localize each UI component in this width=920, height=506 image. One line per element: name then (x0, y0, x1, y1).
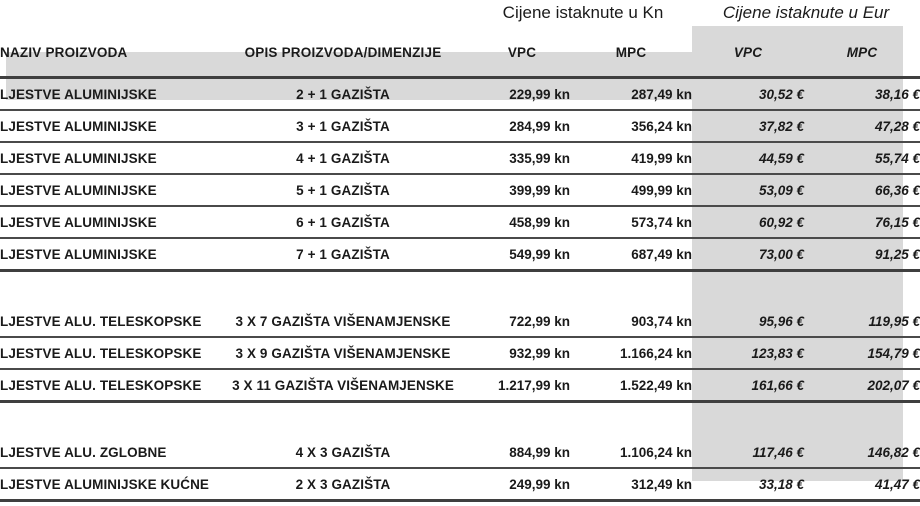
cell-vpc-eur: 60,92 € (692, 206, 804, 238)
cell-vpc-eur: 33,18 € (692, 468, 804, 501)
cell-product-desc: 5 + 1 GAZIŠTA (212, 174, 474, 206)
cell-product-desc: 3 X 11 GAZIŠTA VIŠENAMJENSKE (212, 369, 474, 402)
cell-product-desc: 6 + 1 GAZIŠTA (212, 206, 474, 238)
cell-mpc-eur: 66,36 € (804, 174, 920, 206)
table-row (0, 337, 920, 369)
footer-cell (692, 501, 804, 506)
cell-vpc-eur: 73,00 € (692, 238, 804, 271)
cell-mpc-kn: 356,24 kn (570, 110, 692, 142)
cell-mpc-eur: 47,28 € (804, 110, 920, 142)
cell-vpc-kn: 722,99 kn (474, 306, 570, 337)
spacer-cell (212, 402, 474, 438)
cell-vpc-eur: 53,09 € (692, 174, 804, 206)
cell-product-name: LJESTVE ALUMINIJSKE (0, 238, 212, 271)
cell-vpc-kn: 549,99 kn (474, 238, 570, 271)
cell-product-desc: 3 + 1 GAZIŠTA (212, 110, 474, 142)
cell-mpc-kn: 312,49 kn (570, 468, 692, 501)
spacer-cell (0, 402, 212, 438)
spacer-cell (570, 271, 692, 307)
cell-vpc-kn: 335,99 kn (474, 142, 570, 174)
cell-mpc-eur: 202,07 € (804, 369, 920, 402)
cell-mpc-kn: 1.166,24 kn (570, 337, 692, 369)
column-header-row (0, 28, 920, 78)
cell-product-name: LJESTVE ALUMINIJSKE (0, 206, 212, 238)
cell-product-desc: 7 + 1 GAZIŠTA (212, 238, 474, 271)
cell-mpc-kn: 903,74 kn (570, 306, 692, 337)
table-row (0, 238, 920, 271)
section-spacer-row (0, 271, 920, 307)
spacer-cell (474, 402, 570, 438)
cell-vpc-kn: 399,99 kn (474, 174, 570, 206)
cell-vpc-eur: 161,66 € (692, 369, 804, 402)
table-row (0, 206, 920, 238)
cell-vpc-kn: 932,99 kn (474, 337, 570, 369)
cell-product-desc: 2 X 3 GAZIŠTA (212, 468, 474, 501)
cell-product-name: LJESTVE ALUMINIJSKE (0, 174, 212, 206)
spacer-cell (474, 271, 570, 307)
cell-vpc-kn: 884,99 kn (474, 437, 570, 468)
cell-vpc-eur: 123,83 € (692, 337, 804, 369)
cell-mpc-kn: 573,74 kn (570, 206, 692, 238)
spacer-cell (212, 271, 474, 307)
cell-vpc-kn: 458,99 kn (474, 206, 570, 238)
footer-cell (570, 501, 692, 506)
cell-product-name: LJESTVE ALU. TELESKOPSKE (0, 306, 212, 337)
column-header-desc: OPIS PROIZVODA/DIMENZIJE (212, 28, 474, 78)
spacer-cell (804, 402, 920, 438)
table-footer-rule (0, 501, 920, 506)
cell-mpc-eur: 41,47 € (804, 468, 920, 501)
cell-mpc-kn: 687,49 kn (570, 238, 692, 271)
spacer-cell (692, 402, 804, 438)
column-header-vpc-eur: VPC (692, 28, 804, 78)
cell-mpc-eur: 38,16 € (804, 78, 920, 111)
spacer-cell (692, 271, 804, 307)
cell-vpc-eur: 95,96 € (692, 306, 804, 337)
cell-mpc-eur: 154,79 € (804, 337, 920, 369)
spacer-cell (0, 271, 212, 307)
cell-product-name: LJESTVE ALU. TELESKOPSKE (0, 337, 212, 369)
superheader-spacer-desc (212, 0, 474, 28)
cell-mpc-eur: 91,25 € (804, 238, 920, 271)
cell-product-name: LJESTVE ALUMINIJSKE (0, 110, 212, 142)
table-row (0, 369, 920, 402)
spacer-cell (570, 402, 692, 438)
cell-vpc-kn: 284,99 kn (474, 110, 570, 142)
cell-vpc-eur: 117,46 € (692, 437, 804, 468)
superheader-eur-label: Cijene istaknute u Eur (692, 0, 920, 28)
cell-vpc-kn: 249,99 kn (474, 468, 570, 501)
cell-product-desc: 4 + 1 GAZIŠTA (212, 142, 474, 174)
superheader-spacer-name (0, 0, 212, 28)
cell-product-desc: 2 + 1 GAZIŠTA (212, 78, 474, 111)
table-row (0, 437, 920, 468)
column-header-mpc-kn: MPC (570, 28, 692, 78)
table-row (0, 174, 920, 206)
cell-mpc-eur: 76,15 € (804, 206, 920, 238)
cell-product-desc: 3 X 7 GAZIŠTA VIŠENAMJENSKE (212, 306, 474, 337)
table-row (0, 306, 920, 337)
footer-cell (0, 501, 212, 506)
cell-product-name: LJESTVE ALU. ZGLOBNE (0, 437, 212, 468)
footer-cell (474, 501, 570, 506)
cell-mpc-kn: 287,49 kn (570, 78, 692, 111)
cell-product-desc: 4 X 3 GAZIŠTA (212, 437, 474, 468)
cell-vpc-eur: 44,59 € (692, 142, 804, 174)
column-header-vpc-kn: VPC (474, 28, 570, 78)
cell-vpc-kn: 229,99 kn (474, 78, 570, 111)
cell-product-name: LJESTVE ALUMINIJSKE KUĆNE (0, 468, 212, 501)
currency-superheader-row (0, 0, 920, 28)
table-row (0, 110, 920, 142)
cell-mpc-kn: 1.106,24 kn (570, 437, 692, 468)
table-row (0, 142, 920, 174)
spacer-cell (804, 271, 920, 307)
table-row (0, 78, 920, 111)
cell-mpc-eur: 119,95 € (804, 306, 920, 337)
column-header-name: NAZIV PROIZVODA (0, 28, 212, 78)
cell-product-desc: 3 X 9 GAZIŠTA VIŠENAMJENSKE (212, 337, 474, 369)
cell-mpc-eur: 146,82 € (804, 437, 920, 468)
section-spacer-row (0, 402, 920, 438)
cell-vpc-eur: 30,52 € (692, 78, 804, 111)
cell-mpc-kn: 499,99 kn (570, 174, 692, 206)
column-header-mpc-eur: MPC (804, 28, 920, 78)
superheader-kn-label: Cijene istaknute u Kn (474, 0, 692, 28)
cell-product-name: LJESTVE ALU. TELESKOPSKE (0, 369, 212, 402)
cell-vpc-kn: 1.217,99 kn (474, 369, 570, 402)
table-row (0, 468, 920, 501)
footer-cell (212, 501, 474, 506)
footer-cell (804, 501, 920, 506)
cell-vpc-eur: 37,82 € (692, 110, 804, 142)
cell-product-name: LJESTVE ALUMINIJSKE (0, 142, 212, 174)
cell-mpc-kn: 1.522,49 kn (570, 369, 692, 402)
cell-product-name: LJESTVE ALUMINIJSKE (0, 78, 212, 111)
cell-mpc-eur: 55,74 € (804, 142, 920, 174)
cell-mpc-kn: 419,99 kn (570, 142, 692, 174)
